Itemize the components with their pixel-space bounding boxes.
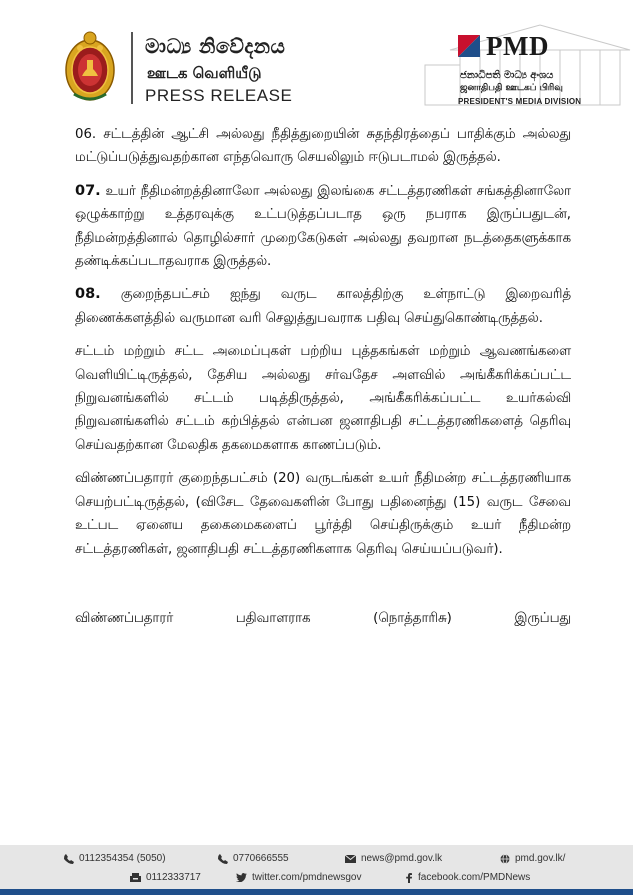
footer-twitter-text[interactable]: twitter.com/pmdnewsgov [252, 872, 362, 883]
twitter-icon [236, 873, 247, 882]
paragraph-08-text: குறைந்தபட்சம் ஐந்து வருட காலத்திற்கு உள்நாட்டு இறைவரித் திணைக்களத்தில் வருமான வரி செலுத்துபவராக பதிவு செய்துகொண்டிருத்தல். [75, 287, 571, 326]
footer-phone-2 [218, 853, 289, 864]
paragraph-07 [75, 180, 571, 274]
footer-phone-2-text: 0770666555 [233, 853, 289, 864]
footer-phone-1 [64, 853, 166, 864]
pmd-subtitle-tamil: ஜனாதிபதி ஊடகப் பிரிவு [460, 83, 563, 93]
footer-facebook-text[interactable]: facebook.com/PMDNews [418, 872, 531, 883]
facebook-icon [405, 873, 413, 883]
contact-footer [0, 845, 633, 895]
press-release-header [0, 0, 633, 122]
title-english: PRESS RELEASE [145, 86, 293, 105]
pmd-logo-text: PMD [486, 30, 549, 61]
footer-website[interactable] [500, 853, 565, 864]
pmd-subtitle-sinhala: ජනාධිපති මාධ්‍ය අංශය [460, 70, 554, 81]
pmd-logo [458, 32, 549, 60]
sri-lanka-emblem-icon [64, 30, 116, 104]
paragraph-twenty-years: விண்ணப்பதாரர் குறைந்தபட்சம் (20) வருடங்கள் உயர் நீதிமன்ற சட்டத்தரணியாக செயற்பட்டிருத்தல், (விசேட தேவைகளின் போது பதினைந்து (15) வருட சேவை உட்பட ஏனைய தகைமைகளைப் பூர்த்தி செய்திருக்கும் உயர் நீதிமன்ற சட்டத்தரணிகள், ஜனாதிபதி சட்டத்தரணிகளாக தெரிவு செய்யப்படுவர்). [75, 471, 571, 557]
footer-fax [130, 872, 201, 883]
pmd-logo-mark-icon [458, 35, 480, 57]
pmd-subtitle-english: PRESIDENT'S MEDIA DIVISION [458, 97, 582, 106]
footer-website-text[interactable]: pmd.gov.lk/ [515, 853, 566, 864]
title-sinhala: මාධ්‍ය නිවේදනය [145, 34, 286, 58]
phone-icon [218, 854, 228, 864]
paragraph-notary: விண்ணப்பதாரர் பதிவாளராக (நொத்தாரிசு) இருப்பது [75, 610, 571, 626]
paragraph-additional-qualifications: சட்டம் மற்றும் சட்ட அமைப்புகள் பற்றிய புத்தகங்கள் மற்றும் ஆவணங்களை வெளியிட்டிருத்தல், தேசிய அல்லது சர்வதேச அளவில் அங்கீகரிக்கப்பட்ட நிறுவனங்களில் சட்டம் படித்திருத்தல், அங்கீகரிக்கப்பட்ட உயர்கல்வி நிறுவனங்களில் சட்டம் கற்பித்தல் என்பன ஜனாதிபதி சட்டத்தரணிகளைத் தெரிவு செய்வதற்கான மேலதிக தகமைகளாக காணப்படும். [75, 344, 571, 453]
title-tamil: ஊடக வெளியீடு [147, 64, 262, 82]
document-body [75, 122, 571, 630]
paragraph-06: 06. சட்டத்தின் ஆட்சி அல்லது நீதித்துறையின் சுதந்திரத்தைப் பாதிக்கும் அல்லது மட்டுப்படுத்துவதற்கான எந்தவொரு செயலிலும் ஈடுபடாமல் இருத்தல். [75, 127, 571, 166]
footer-email[interactable] [345, 853, 442, 864]
globe-icon [500, 854, 510, 864]
footer-phone-1-text: 0112354354 (5050) [79, 853, 166, 864]
paragraph-07-number: 07. [75, 182, 101, 199]
phone-icon [64, 854, 74, 864]
fax-icon [130, 873, 141, 883]
footer-twitter[interactable] [236, 872, 362, 883]
footer-facebook[interactable] [405, 872, 530, 883]
header-divider [131, 32, 133, 104]
paragraph-08 [75, 283, 571, 330]
paragraph-07-text: உயர் நீதிமன்றத்தினாலோ அல்லது இலங்கை சட்டத்தரணிகள் சங்கத்தினாலோ ஒழுக்காற்று உத்தரவுக்கு உட்படுத்தப்படாத ஒரு நபராக இருப்பதுடன், நீதிமன்றத்தினால் தொழில்சார் முறைகேடுகள் அல்லது தவறான நடத்தைகளுக்காக தண்டிக்கப்படாதவராக இருத்தல். [75, 183, 571, 270]
paragraph-08-number: 08. [75, 286, 101, 303]
footer-email-text[interactable]: news@pmd.gov.lk [361, 853, 443, 864]
footer-accent-bar [0, 889, 633, 895]
email-icon [345, 855, 356, 863]
footer-fax-text: 0112333717 [146, 872, 201, 883]
